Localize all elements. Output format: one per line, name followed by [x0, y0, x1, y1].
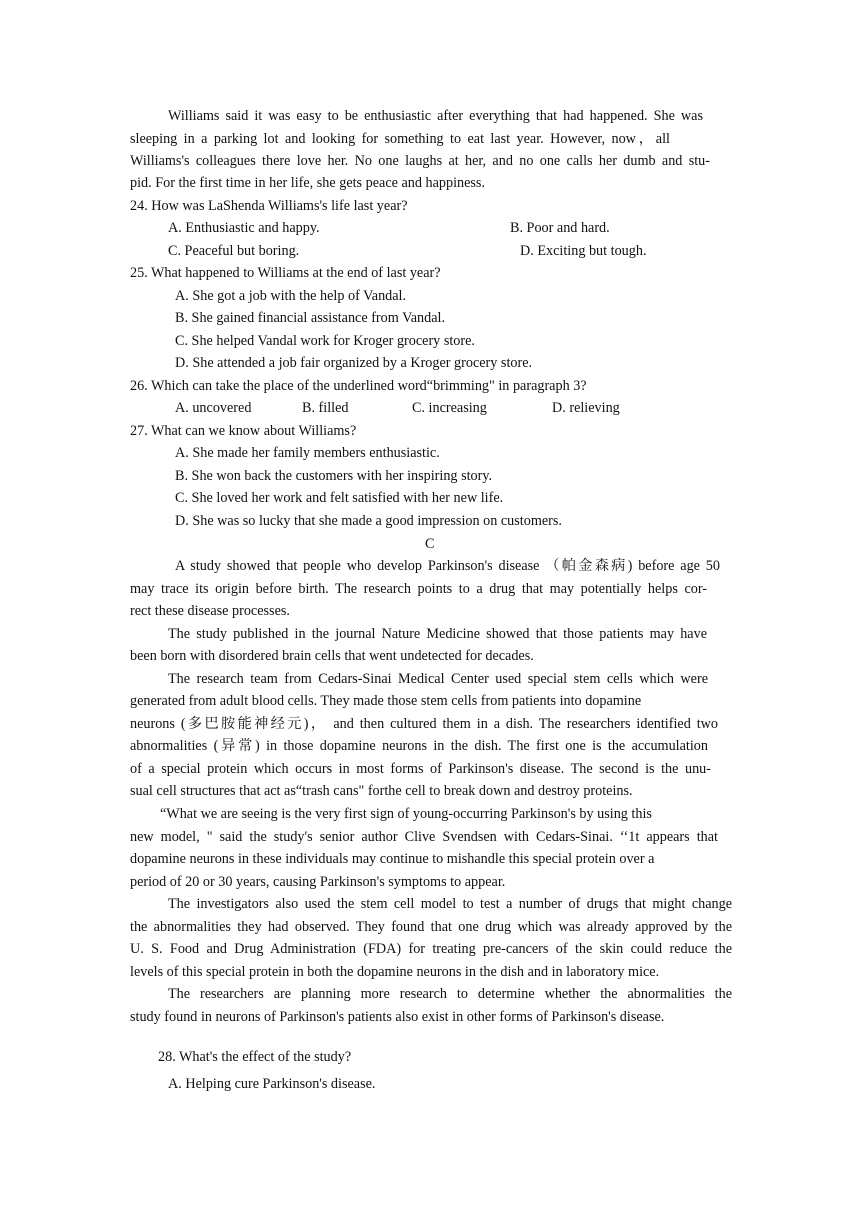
- text-line: A. She made her family members enthusiastic.: [175, 445, 440, 461]
- text-line: The investigators also used the stem cell model to test a number of drugs that might change: [168, 896, 732, 912]
- text-line: A. Helping cure Parkinson's disease.: [168, 1076, 376, 1092]
- text-line: A study showed that people who develop Parkinson's disease （帕金森病) before age 50: [175, 558, 720, 574]
- text-line: C: [425, 536, 435, 552]
- text-line: D. Exciting but tough.: [520, 243, 647, 259]
- text-line: levels of this special protein in both the dopamine neurons in the dish and in laboratory mice.: [130, 964, 660, 980]
- text-line: generated from adult blood cells. They made those stem cells from patients into dopamine: [130, 693, 642, 709]
- text-line: 24. How was LaShenda Williams's life last year?: [130, 198, 408, 214]
- text-line: may trace its origin before birth. The research points to a drug that may potentially helps cor-: [130, 581, 707, 597]
- text-line: Williams said it was easy to be enthusiastic after everything that had happened. She was: [168, 108, 703, 124]
- text-line: dopamine neurons in these individuals may continue to mishandle this special protein over a: [130, 851, 655, 867]
- text-line: C. She loved her work and felt satisfied with her new life.: [175, 490, 504, 506]
- text-line: C. increasing: [412, 400, 487, 416]
- text-line: “What we are seeing is the very first sign of young-occurring Parkinson's by using this: [160, 806, 652, 822]
- text-line: The research team from Cedars-Sinai Medical Center used special stem cells which were: [168, 671, 708, 687]
- text-line: D. She was so lucky that she made a good impression on customers.: [175, 513, 562, 529]
- text-line: neurons (多巴胺能神经元)， and then cultured them in a dish. The researchers identified two: [130, 716, 718, 732]
- text-line: period of 20 or 30 years, causing Parkinson's symptoms to appear.: [130, 874, 506, 890]
- text-line: 26. Which can take the place of the underlined word“brimming" in paragraph 3?: [130, 378, 587, 394]
- text-line: been born with disordered brain cells that went undetected for decades.: [130, 648, 534, 664]
- text-line: abnormalities (异常) in those dopamine neurons in the dish. The first one is the accumulation: [130, 738, 708, 754]
- text-line: A. uncovered: [175, 400, 252, 416]
- text-line: C. She helped Vandal work for Kroger grocery store.: [175, 333, 475, 349]
- text-line: B. She gained financial assistance from Vandal.: [175, 310, 446, 326]
- text-line: A. Enthusiastic and happy.: [168, 220, 320, 236]
- text-line: of a special protein which occurs in most forms of Parkinson's disease. The second is the unu-: [130, 761, 711, 777]
- text-line: B. Poor and hard.: [510, 220, 610, 236]
- text-line: 25. What happened to Williams at the end of last year?: [130, 265, 441, 281]
- text-line: D. She attended a job fair organized by a Kroger grocery store.: [175, 355, 533, 371]
- text-line: pid. For the first time in her life, she gets peace and happiness.: [130, 175, 485, 191]
- text-line: the abnormalities they had observed. They found that one drug which was already approved by the: [130, 919, 732, 935]
- text-line: U. S. Food and Drug Administration (FDA) for treating pre-cancers of the skin could reduce the: [130, 941, 732, 957]
- text-line: 28. What's the effect of the study?: [158, 1049, 352, 1065]
- text-line: sual cell structures that act as“trash cans" forthe cell to break down and destroy proteins.: [130, 783, 633, 799]
- text-line: sleeping in a parking lot and looking for something to eat last year. However, now，all: [130, 131, 670, 147]
- text-line: rect these disease processes.: [130, 603, 290, 619]
- text-line: B. filled: [302, 400, 349, 416]
- text-line: B. She won back the customers with her inspiring story.: [175, 468, 493, 484]
- text-line: study found in neurons of Parkinson's patients also exist in other forms of Parkinson's disease.: [130, 1009, 665, 1025]
- text-line: The study published in the journal Nature Medicine showed that those patients may have: [168, 626, 707, 642]
- text-line: C. Peaceful but boring.: [168, 243, 300, 259]
- text-line: The researchers are planning more research to determine whether the abnormalities the: [168, 986, 732, 1002]
- text-line: new model, " said the study's senior author Clive Svendsen with Cedars-Sinai. ‘‘1t appears that: [130, 829, 718, 845]
- text-line: A. She got a job with the help of Vandal.: [175, 288, 407, 304]
- text-line: 27. What can we know about Williams?: [130, 423, 357, 439]
- text-line: D. relieving: [552, 400, 620, 416]
- text-line: Williams's colleagues there love her. No one laughs at her, and no one calls her dumb and stu-: [130, 153, 710, 169]
